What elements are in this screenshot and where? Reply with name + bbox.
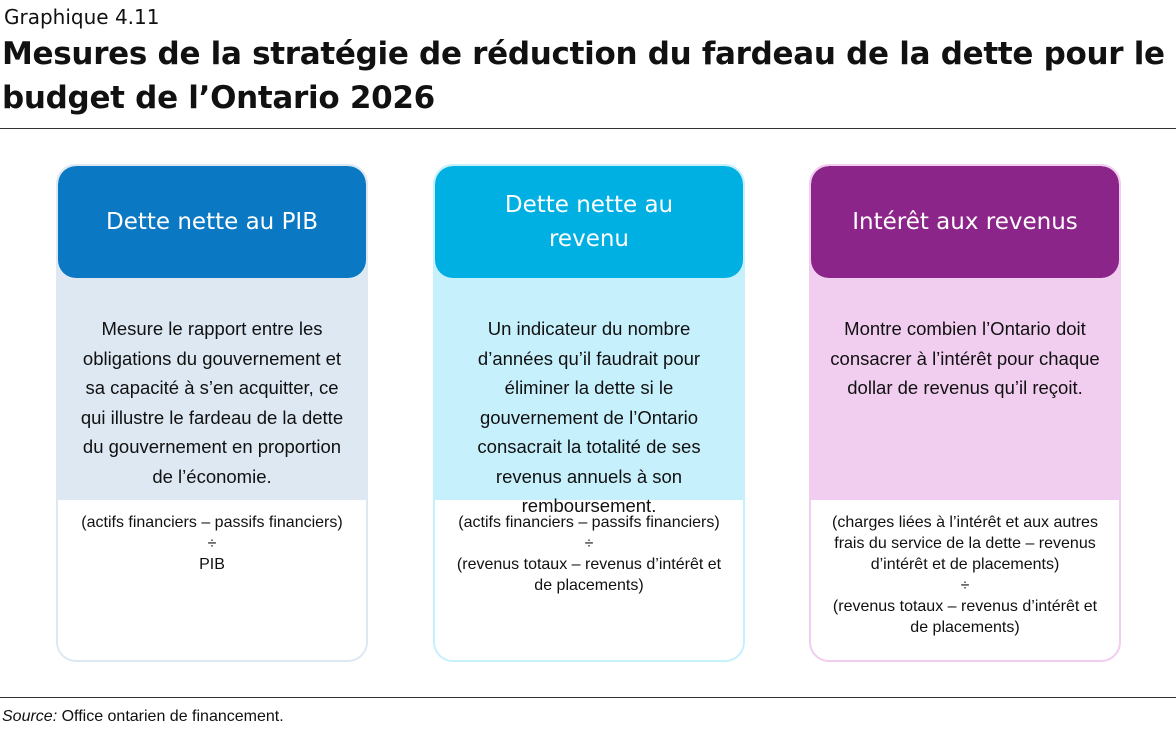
formula-denominator: PIB [199, 556, 225, 573]
description-text: Montre combien l’Ontario doit consacrer à l’intérêt pour chaque dollar de revenus qu’il reçoit. [830, 318, 1100, 398]
figure-label: Graphique 4.11 [4, 5, 160, 29]
top-divider [0, 128, 1176, 129]
card-title: Dette nette au revenu [435, 166, 743, 278]
card-title: Dette nette au PIB [58, 166, 366, 278]
formula-divide-symbol: ÷ [207, 535, 217, 552]
measure-card [809, 164, 1121, 662]
formula-numerator: (charges liées à l’intérêt et aux autres frais du service de la dette – revenus d’intérêt et de placements) [832, 514, 1098, 573]
card-title: Intérêt aux revenus [811, 166, 1119, 278]
source-label: Source: [2, 708, 58, 725]
card-description [811, 260, 1119, 500]
page-title: Mesures de la stratégie de réduction du fardeau de la dette pour le budget de l’Ontario 2026 [2, 36, 1165, 116]
formula-divide-symbol: ÷ [960, 577, 970, 594]
measure-card [433, 164, 745, 662]
source-text: Office ontarien de financement. [57, 708, 284, 725]
card-formula [58, 512, 366, 575]
source-note [2, 708, 284, 726]
measure-card [56, 164, 368, 662]
card-formula [811, 512, 1119, 638]
card-formula [435, 512, 743, 596]
card-description [58, 260, 366, 500]
formula-denominator: (revenus totaux – revenus d’intérêt et de placements) [832, 598, 1098, 636]
description-text: Mesure le rapport entre les obligations du gouvernement et sa capacité à s’en acquitter, ce qui illustre le fardeau de la dette du gouvernement en proportion de l’économie. [80, 318, 344, 487]
card-description [435, 260, 743, 516]
description-text: Un indicateur du nombre d’années qu’il faudrait pour éliminer la dette si le gouvernement de l’Ontario consacrait la totalité de ses revenus annuels à son remboursement. [477, 318, 701, 516]
formula-numerator: (actifs financiers – passifs financiers) [458, 514, 720, 531]
bottom-divider [0, 697, 1176, 698]
formula-denominator: (revenus totaux – revenus d’intérêt et de placements) [456, 556, 722, 594]
formula-divide-symbol: ÷ [584, 535, 594, 552]
formula-numerator: (actifs financiers – passifs financiers) [81, 514, 343, 531]
